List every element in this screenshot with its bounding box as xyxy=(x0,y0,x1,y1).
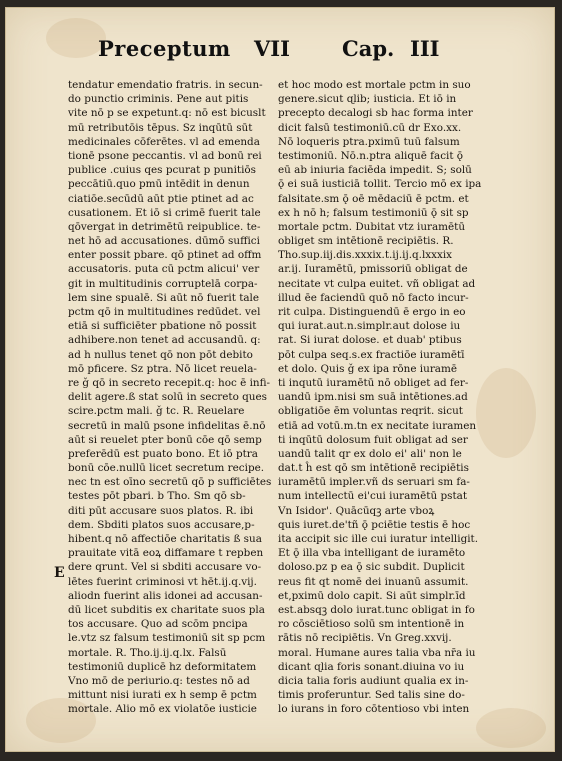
text-column-right xyxy=(278,78,484,716)
text-line: ar.ij. Iuramētū, pmissoriū obligat de xyxy=(278,263,468,276)
text-line: medicinales cōferētes. vl ad emenda xyxy=(68,135,260,148)
text-line: ex h nō h; falsum testimoniū ǭ sit sp xyxy=(278,206,469,219)
text-line: et dolo. Quis ǧ ex ipa rōne iuramē xyxy=(278,362,457,375)
text-line: re ǧ qō in secreto recepit.q: hoc ē infi- xyxy=(68,376,271,389)
text-line: mū retributōis tēpus. Sz inqūtū sūt xyxy=(68,121,253,134)
text-line: net hō ad accusationes. dūmō suffici xyxy=(68,235,260,248)
text-line: scire.pctm mali. ǧ tc. R. Reuelare xyxy=(68,405,245,418)
text-line: ti inqutū iuramētū nō obliget ad fer- xyxy=(278,376,469,389)
text-line: ad h nullus tenet qō non pōt debito xyxy=(68,348,253,361)
text-line: le.vtz sz falsum testimoniū sit sp pcm xyxy=(68,632,266,645)
text-line: doloso.pz p ea ǭ sic subdit. Duplicit xyxy=(278,561,465,574)
text-line: hibent.q nō affectiōe charitatis ß sua xyxy=(68,533,262,545)
paper-stain xyxy=(476,708,546,748)
text-line: adhibere.non tenet ad accusandū. q: xyxy=(68,334,261,347)
text-line: diti pūt accusare suos platos. R. ibi xyxy=(68,504,254,517)
text-line: ro cōsciētioso solū sm intentionē in xyxy=(278,618,465,631)
text-line: lem sine spualē. Si aūt nō fuerit tale xyxy=(68,291,260,304)
text-line: git in multitudinis corruptelā corpa- xyxy=(68,277,258,290)
text-line: do punctio criminis. Pene aut pitis xyxy=(68,93,249,106)
text-line: et,pximū dolo capit. Si aūt simplr.īd xyxy=(278,589,466,602)
header-chapter-number: III xyxy=(410,36,440,61)
text-line: qōvergat in detrimētū reipublice. te- xyxy=(68,220,261,233)
text-line: Vn Isidor'. Quācūqꝫ arte vboꝝ xyxy=(278,504,435,517)
text-line: mittunt nisi iurati ex h semp ē pctm xyxy=(68,689,257,702)
text-line: obliget sm intētionē recipiētis. R. xyxy=(278,235,454,248)
text-line: falsitate.sm ǭ oē mēdaciū ē pctm. et xyxy=(278,192,469,205)
text-line: pctm qō in multitudines redūdet. vel xyxy=(68,306,261,318)
text-line: mortale. Alio mō ex violatōe iusticie xyxy=(68,703,257,716)
text-line: accusatoris. puta cū pctm alicui' ver xyxy=(68,263,260,276)
text-line: vite nō p se expetunt.q: nō est bicuslt xyxy=(68,107,266,120)
text-line: mō pficere. Sz ptra. Nō licet reuela- xyxy=(68,362,257,375)
text-line: dem. Sbditi platos suos accusare,p- xyxy=(68,518,255,531)
text-line: secretū in malū psone infidelitas ē.nō xyxy=(68,419,266,432)
text-line: quis iuret.de'tñ ǭ pciētie testis ē hoc xyxy=(278,518,471,531)
text-line: preferēdū est puato bono. Et iō ptra xyxy=(68,447,258,460)
text-line: timis proferuntur. Sed talis sine do- xyxy=(278,689,465,702)
text-line: obligatiōe ēm voluntas reqrit. sicut xyxy=(278,405,463,418)
text-column-left xyxy=(68,78,282,716)
header-chapter-label: Cap. xyxy=(342,36,395,61)
text-line: Vno mō de periurio.q: testes nō ad xyxy=(68,674,250,687)
text-line: genere.sicut ɋlib; iusticia. Et iō in xyxy=(278,93,457,106)
text-line: etiā ad votū.m.tn ex necitate iuramen xyxy=(278,419,477,432)
text-line: testes pōt pbari. b Tho. Sm qō sb- xyxy=(68,490,246,503)
text-line: dat.t ĥ est qō sm intētionē recipiētis xyxy=(278,462,469,475)
text-line: reus fit qt nomē dei inuanū assumit. xyxy=(278,575,469,588)
text-line: testimoniū. Nō.n.ptra aliquē facit ǭ xyxy=(278,149,464,162)
text-line: moral. Humane aures talia vba nr̄a iu xyxy=(278,646,476,659)
text-line: Nō loqueris ptra.pximū tuū falsum xyxy=(278,135,460,148)
text-line: delit agere.ß stat solū in secreto ques xyxy=(68,391,267,404)
text-line: cusationem. Et iō si crimē fuerit tale xyxy=(68,206,261,219)
text-line: eū ab iniuria faciēda impedit. S; solū xyxy=(278,164,472,177)
manuscript-page xyxy=(6,8,554,751)
text-line: mortale pctm. Dubitat vtz iuramētū xyxy=(278,220,466,233)
text-line: dicia talia foris audiunt qualia ex in- xyxy=(278,674,469,687)
text-line: lētes fuerint criminosi vt hēt.ij.q.vij. xyxy=(68,575,257,588)
header-precept-number: VII xyxy=(254,36,290,61)
text-line: nec tn est oīno secretū qō p sufficiētes xyxy=(68,476,272,489)
text-line: necitate vt culpa euitet. vñ obligat ad xyxy=(278,277,476,290)
text-line: rit culpa. Distinguendū ē ergo in eo xyxy=(278,306,466,318)
margin-section-mark: E xyxy=(54,565,65,581)
text-line: rat. Si iurat dolose. et duab' ptibus xyxy=(278,334,462,347)
text-line: iuramētū impler.vñ ds seruari sm fa- xyxy=(278,476,470,489)
text-line: ciatiōe.secūdū aūt ptie ptinet ad ac xyxy=(68,192,254,205)
text-line: testimoniū duplicē hz deformitatem xyxy=(68,660,257,673)
text-line: et hoc modo est mortale pctm in suo xyxy=(278,79,471,91)
text-line: mortale. R. Tho.ij.ij.q.lx. Falsū xyxy=(68,646,227,659)
text-line: uandū ipm.nisi sm suā intētiones.ad xyxy=(278,391,468,404)
text-line: qui iurat.aut.n.simplr.aut dolose iu xyxy=(278,320,461,333)
header-title: Preceptum xyxy=(98,36,231,61)
text-line: publice .cuius qes pcurat p punitiōs xyxy=(68,164,257,177)
text-line: illud ēe faciendū quō nō facto incur- xyxy=(278,291,469,304)
text-line: dū licet subditis ex charitate suos pla xyxy=(68,603,265,616)
text-line: pōt culpa seq.s.ex fractiōe iuramētī xyxy=(278,348,465,361)
text-line: aliodn fuerint alis idonei ad accusan- xyxy=(68,589,263,602)
text-line: ita accipit sic ille cui iuratur intelligit. xyxy=(278,533,479,545)
text-line: uandū talit qr ex dolo ei' ali' non le xyxy=(278,447,462,460)
text-line: dere qrunt. Vel si sbditi accusare vo- xyxy=(68,561,262,574)
running-header xyxy=(6,36,554,66)
text-line: lo iurans in foro cōtentioso vbi inten xyxy=(278,703,470,716)
text-line: peccātiū.quo pmū intēdit in denun xyxy=(68,178,250,191)
text-line: tionē psone peccantis. vl ad bonū rei xyxy=(68,149,262,162)
text-line: dicit falsū testimoniū.cū dr Exo.xx. xyxy=(278,121,462,134)
text-line: est.absqꝫ dolo iurat.tunc obligat in fo xyxy=(278,603,475,616)
text-line: ti inqūtū dolosum fuit obligat ad ser xyxy=(278,433,468,446)
text-line: num intellectū ei'cui iuramētū pstat xyxy=(278,490,468,503)
text-line: Tho.sup.iij.dis.xxxix.t.ij.ij.q.lxxxix xyxy=(278,249,453,262)
text-line: aūt si reuelet pter bonū cōe qō semp xyxy=(68,433,262,446)
text-line: Et ǭ illa vba intelligant de iuramēto xyxy=(278,547,466,560)
text-line: tos accusare. Quo ad scōm pncipa xyxy=(68,618,248,631)
text-line: etiā si sufficiēter pbatione nō possit xyxy=(68,320,257,333)
text-line: prauitate vitā eoꝝ diffamare t repben xyxy=(68,547,264,560)
text-line: ǭ ei suā iusticiā tollit. Tercio mō ex ipa xyxy=(278,178,482,191)
text-line: enter possit pbare. qō ptinet ad offm xyxy=(68,249,262,262)
text-line: precepto decalogi sb hac forma inter xyxy=(278,107,473,120)
text-line: dicant ɋlia foris sonant.diuina vo iu xyxy=(278,660,465,673)
text-line: bonū cōe.nullū licet secretum recipe. xyxy=(68,462,265,475)
text-line: tendatur emendatio fratris. in secun- xyxy=(68,79,263,91)
paper-stain xyxy=(476,368,536,458)
text-line: rātis nō recipiētis. Vn Greg.xxvij. xyxy=(278,632,452,645)
